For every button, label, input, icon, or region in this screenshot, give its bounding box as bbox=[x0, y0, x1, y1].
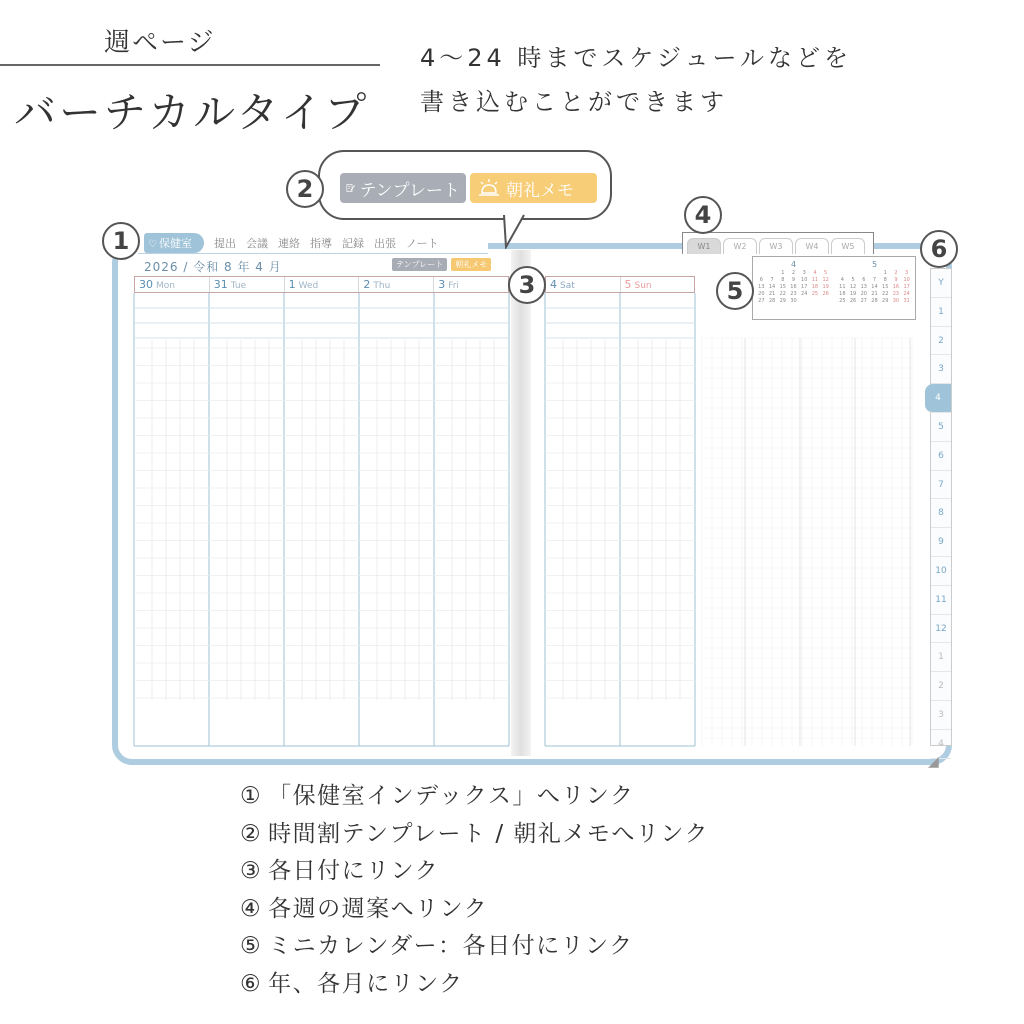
marker-3: 3 bbox=[508, 266, 546, 304]
index-tab-guidance[interactable]: 指導 bbox=[309, 236, 332, 250]
template-label: テンプレート bbox=[359, 180, 460, 201]
day-number: 3 bbox=[438, 278, 446, 291]
legend-item bbox=[240, 966, 709, 1004]
index-tab-meeting[interactable]: 会議 bbox=[245, 236, 268, 250]
legend-number: ⑤ bbox=[240, 933, 263, 959]
day-number: 2 bbox=[363, 278, 371, 291]
legend-text: ミニカレンダー：各日付にリンク bbox=[268, 933, 634, 959]
mini-calendar-day[interactable]: 17 bbox=[801, 284, 808, 290]
mini-template-button[interactable]: テンプレート bbox=[392, 258, 447, 271]
legend-number: ⑥ bbox=[240, 970, 263, 997]
day-number: 30 bbox=[139, 278, 153, 291]
legend-item bbox=[240, 778, 709, 816]
mini-calendar-day[interactable]: 5 bbox=[851, 277, 855, 283]
marker-2: 2 bbox=[286, 170, 324, 208]
mini-calendar-day[interactable]: 6 bbox=[759, 277, 763, 283]
mini-link-buttons bbox=[392, 258, 491, 271]
month-tab-column bbox=[930, 268, 952, 749]
mini-calendar-day[interactable]: 1 bbox=[883, 270, 887, 276]
mini-calendar-day[interactable]: 1 bbox=[781, 270, 785, 276]
mini-calendar-day[interactable]: 3 bbox=[905, 270, 909, 276]
mini-calendar-day[interactable]: 28 bbox=[768, 298, 776, 304]
page-title: バーチカルタイプ bbox=[14, 88, 370, 137]
mini-calendar-day[interactable]: 15 bbox=[882, 284, 889, 290]
mini-calendar-day[interactable]: 3 bbox=[802, 270, 806, 276]
index-tab-submit[interactable]: 提出 bbox=[213, 236, 236, 250]
mini-calendar-grid bbox=[837, 270, 912, 305]
mini-calendar-day[interactable]: 27 bbox=[758, 298, 765, 304]
pencil-note-icon bbox=[346, 178, 356, 198]
mini-calendar-day[interactable]: 8 bbox=[781, 277, 785, 283]
mini-calendar-day[interactable]: 11 bbox=[839, 284, 846, 290]
mini-calendar-day[interactable]: 26 bbox=[822, 291, 829, 297]
day-link-mon[interactable] bbox=[135, 277, 210, 292]
day-name: Wed bbox=[298, 281, 319, 291]
month-tab-5[interactable]: 5 bbox=[931, 413, 951, 442]
mini-calendar-day[interactable]: 13 bbox=[860, 284, 867, 290]
mini-calendar-day[interactable]: 23 bbox=[790, 291, 797, 297]
mini-calendar-blank bbox=[767, 270, 778, 277]
page-subtitle: 週ページ bbox=[104, 28, 216, 58]
mini-calendar-month-title: 5 bbox=[871, 260, 878, 269]
legend-text: 時間割テンプレート / 朝礼メモへリンク bbox=[268, 820, 709, 847]
week-tab-4[interactable]: W4 bbox=[795, 238, 829, 254]
page-corner-icon: ◢ bbox=[928, 754, 939, 770]
week-tab-bar bbox=[682, 232, 874, 254]
mini-calendar-day[interactable]: 9 bbox=[791, 277, 796, 283]
mini-calendar-day[interactable]: 22 bbox=[779, 291, 786, 297]
mini-calendar-day[interactable]: 31 bbox=[903, 298, 910, 304]
week-tab-3[interactable]: W3 bbox=[759, 238, 793, 254]
day-name: Mon bbox=[156, 281, 175, 291]
month-tab-9[interactable]: 9 bbox=[931, 528, 951, 557]
mini-calendar-day[interactable]: 24 bbox=[903, 291, 910, 297]
mini-calendar-blank bbox=[848, 270, 859, 277]
mini-calendar-day[interactable]: 4 bbox=[840, 277, 844, 283]
month-tab-7[interactable]: 7 bbox=[931, 471, 951, 500]
index-tab-business-trip[interactable]: 出張 bbox=[373, 236, 396, 250]
morning-memo-link-button[interactable] bbox=[470, 173, 597, 203]
legend-text: 年、各月にリンク bbox=[268, 970, 464, 997]
mini-calendar-day[interactable]: 21 bbox=[768, 291, 776, 297]
mini-calendar-day[interactable]: 20 bbox=[758, 291, 765, 297]
day-number: 1 bbox=[288, 278, 296, 291]
mini-calendar-day[interactable]: 16 bbox=[892, 284, 900, 290]
mini-calendar-month-title: 4 bbox=[790, 260, 797, 269]
day-link-thu[interactable] bbox=[359, 277, 434, 292]
month-tab-2[interactable]: 2 bbox=[931, 327, 951, 356]
week-tab-2[interactable]: W2 bbox=[723, 238, 757, 254]
marker-5: 5 bbox=[716, 272, 754, 310]
legend-item bbox=[240, 816, 709, 854]
mini-calendar-day[interactable]: 30 bbox=[790, 298, 797, 304]
description-line-1: 4～24 時までスケジュールなどを bbox=[420, 44, 852, 72]
legend-text: 「保健室インデックス」へリンク bbox=[268, 783, 635, 809]
mini-calendar-day[interactable]: 10 bbox=[903, 277, 910, 283]
day-name: Fri bbox=[448, 281, 459, 291]
month-tab-year[interactable]: Y bbox=[931, 269, 951, 298]
mini-calendar-month-a bbox=[756, 260, 831, 316]
day-number: 5 bbox=[624, 278, 632, 291]
marker-6: 6 bbox=[920, 230, 958, 268]
legend-number: ① bbox=[240, 783, 263, 809]
mini-calendar-day[interactable]: 11 bbox=[811, 277, 819, 283]
mini-calendar-day[interactable]: 17 bbox=[903, 284, 910, 290]
marker-4: 4 bbox=[684, 196, 722, 234]
mini-calendar-day[interactable]: 14 bbox=[871, 284, 878, 290]
mini-calendar-grid bbox=[756, 270, 831, 305]
legend-list bbox=[240, 778, 709, 1003]
mini-calendar-day[interactable]: 23 bbox=[892, 291, 900, 297]
day-header-right bbox=[545, 276, 695, 293]
day-header-left bbox=[134, 276, 509, 293]
mini-calendar-day[interactable]: 25 bbox=[811, 291, 819, 297]
month-tab-1[interactable]: 1 bbox=[931, 643, 951, 672]
mini-calendar-day[interactable]: 16 bbox=[790, 284, 797, 290]
day-link-fri[interactable] bbox=[434, 277, 508, 292]
legend-item bbox=[240, 891, 709, 929]
mini-calendar-day[interactable]: 27 bbox=[860, 298, 867, 304]
template-link-button[interactable] bbox=[340, 173, 466, 203]
day-name: Thu bbox=[373, 281, 391, 291]
month-tab-6[interactable]: 6 bbox=[931, 442, 951, 471]
mini-calendar-day[interactable]: 29 bbox=[779, 298, 786, 304]
planner-date-title: 2026 / 令和 8 年 4 月 bbox=[144, 260, 282, 274]
index-tab-notes[interactable]: ノート bbox=[405, 236, 439, 250]
day-number: 4 bbox=[550, 278, 557, 291]
month-tab-2[interactable]: 2 bbox=[931, 672, 951, 701]
month-tab-3[interactable]: 3 bbox=[931, 355, 951, 384]
mini-calendar-day[interactable]: 15 bbox=[779, 284, 786, 290]
day-link-wed[interactable] bbox=[285, 277, 360, 292]
month-tab-10[interactable]: 10 bbox=[931, 557, 951, 586]
mini-calendar-day[interactable]: 4 bbox=[813, 270, 817, 276]
week-tab-1[interactable]: W1 bbox=[687, 238, 721, 254]
mini-calendar-blank bbox=[869, 270, 880, 277]
mini-calendar-day[interactable]: 2 bbox=[791, 270, 796, 276]
legend-number: ② bbox=[240, 820, 263, 847]
month-tab-4[interactable]: 4 bbox=[931, 730, 951, 759]
heart-icon: ♡ bbox=[148, 238, 157, 250]
marker-1: 1 bbox=[102, 222, 140, 260]
mini-calendar-day[interactable]: 19 bbox=[849, 291, 857, 297]
mini-memo-button[interactable]: 朝礼メモ bbox=[451, 258, 491, 271]
alarm-bell-icon bbox=[476, 178, 502, 198]
mini-calendar-day[interactable]: 19 bbox=[822, 284, 829, 290]
mini-calendar-day[interactable]: 18 bbox=[811, 284, 819, 290]
legend-number: ④ bbox=[240, 895, 263, 922]
callout-tail bbox=[500, 213, 540, 249]
month-tab-4[interactable]: 4 bbox=[925, 384, 951, 413]
mini-calendar-day[interactable]: 20 bbox=[860, 291, 867, 297]
day-link-tue[interactable] bbox=[210, 277, 285, 292]
mini-calendar-day[interactable]: 14 bbox=[768, 284, 776, 290]
mini-calendar bbox=[752, 256, 916, 320]
mini-calendar-day[interactable]: 7 bbox=[770, 277, 774, 283]
mini-calendar-month-b bbox=[837, 260, 912, 316]
mini-calendar-day[interactable]: 12 bbox=[849, 284, 857, 290]
mini-calendar-blank bbox=[756, 270, 767, 277]
legend-item bbox=[240, 928, 709, 966]
legend-item bbox=[240, 853, 709, 891]
mini-calendar-day[interactable]: 12 bbox=[822, 277, 829, 283]
mini-calendar-blank bbox=[837, 270, 848, 277]
mini-calendar-day[interactable]: 5 bbox=[824, 270, 828, 276]
description-line-2: 書き込むことができます bbox=[420, 88, 728, 116]
day-link-sat[interactable] bbox=[546, 277, 621, 292]
mini-calendar-day[interactable]: 29 bbox=[882, 298, 889, 304]
mini-calendar-day[interactable]: 28 bbox=[871, 298, 878, 304]
planner-spine bbox=[511, 250, 531, 756]
mini-calendar-day[interactable]: 9 bbox=[894, 277, 898, 283]
day-name: Tue bbox=[230, 281, 247, 291]
mini-calendar-day[interactable]: 25 bbox=[839, 298, 846, 304]
mini-calendar-day[interactable]: 13 bbox=[758, 284, 765, 290]
legend-text: 各日付にリンク bbox=[268, 858, 440, 884]
month-tab-11[interactable]: 11 bbox=[931, 586, 951, 615]
index-tab-label: 保健室 bbox=[158, 236, 192, 250]
legend-text: 各週の週案へリンク bbox=[268, 895, 489, 922]
mini-calendar-day[interactable]: 6 bbox=[862, 277, 866, 283]
month-tab-1[interactable]: 1 bbox=[931, 298, 951, 327]
month-tab-3[interactable]: 3 bbox=[931, 701, 951, 730]
month-tab-8[interactable]: 8 bbox=[931, 499, 951, 528]
mini-calendar-day[interactable]: 8 bbox=[883, 277, 887, 283]
mini-calendar-day[interactable]: 10 bbox=[801, 277, 808, 283]
month-tab-12[interactable]: 12 bbox=[931, 615, 951, 644]
index-tab-contact[interactable]: 連絡 bbox=[277, 236, 300, 250]
mini-calendar-day[interactable]: 7 bbox=[872, 277, 877, 283]
mini-calendar-blank bbox=[858, 270, 869, 277]
index-tab-records[interactable]: 記録 bbox=[341, 236, 364, 250]
day-name: Sun bbox=[634, 281, 652, 291]
legend-number: ③ bbox=[240, 858, 263, 884]
mini-calendar-day[interactable]: 24 bbox=[801, 291, 808, 297]
day-name: Sat bbox=[560, 281, 575, 291]
morning-memo-label: 朝礼メモ bbox=[506, 180, 574, 201]
day-link-sun[interactable] bbox=[621, 277, 695, 292]
mini-calendar-day[interactable]: 18 bbox=[839, 291, 846, 297]
mini-calendar-day[interactable]: 2 bbox=[894, 270, 898, 276]
week-tab-5[interactable]: W5 bbox=[831, 238, 865, 254]
index-tab-health-room[interactable] bbox=[144, 233, 204, 253]
day-number: 31 bbox=[213, 278, 228, 291]
mini-calendar-day[interactable]: 21 bbox=[871, 291, 878, 297]
mini-calendar-day[interactable]: 26 bbox=[849, 298, 857, 304]
index-tab-bar bbox=[138, 232, 488, 254]
mini-calendar-day[interactable]: 30 bbox=[892, 298, 900, 304]
mini-calendar-day[interactable]: 22 bbox=[882, 291, 889, 297]
